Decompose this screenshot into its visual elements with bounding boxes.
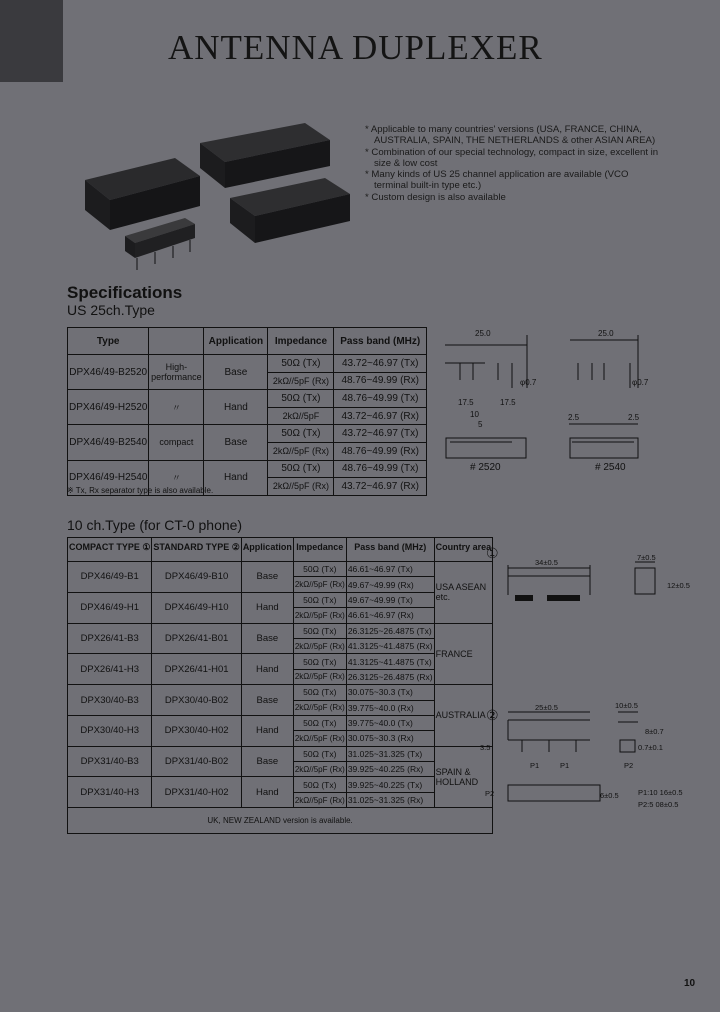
feature-cell: High-performance	[149, 355, 204, 390]
impedance-cell: 50Ω (Tx)	[293, 746, 346, 761]
table-row	[68, 746, 493, 761]
passband-cell: 48.76~49.99 (Rx)	[334, 442, 427, 460]
col-header: STANDARD TYPE ②	[152, 538, 241, 562]
table-row	[68, 715, 493, 730]
passband-cell: 43.72~46.97 (Rx)	[334, 407, 427, 425]
drawing-caption: # 2520	[470, 462, 501, 473]
dim-label: 25±0.5	[535, 703, 558, 712]
dim-label: 7±0.5	[637, 553, 656, 562]
impedance-cell: 50Ω (Tx)	[268, 390, 334, 408]
feature-item: * Many kinds of US 25 channel application are available (VCO terminal built-in type etc.)	[365, 169, 629, 192]
standard-type-cell: DPX30/40-H02	[152, 715, 241, 746]
feature-cell: compact	[149, 425, 204, 460]
impedance-cell: 50Ω (Tx)	[268, 460, 334, 478]
country-cell: USA ASEAN etc.	[434, 562, 493, 624]
corner-tab	[0, 0, 63, 82]
passband-cell: 41.3125~41.4875 (Tx)	[346, 654, 434, 669]
us25-spec-table	[67, 327, 427, 496]
impedance-cell: 2kΩ//5pF (Rx)	[293, 792, 346, 807]
passband-cell: 48.76~49.99 (Tx)	[334, 460, 427, 478]
dim-label: 10±0.5	[615, 701, 638, 710]
passband-cell: 43.72~46.97 (Tx)	[334, 425, 427, 443]
table-row	[68, 355, 427, 373]
dim-label: 3.5	[480, 743, 491, 752]
dimension-drawing-10ch	[480, 540, 715, 810]
feature-item: * Applicable to many countries' versions (USA, FRANCE, CHINA, AUSTRALIA, SPAIN, THE NETHERLANDS & other ASIAN AREA)	[365, 124, 656, 147]
standard-type-cell: DPX30/40-B02	[152, 685, 241, 716]
application-cell: Hand	[204, 460, 268, 495]
passband-cell: 46.61~46.97 (Rx)	[346, 608, 434, 623]
application-cell: Hand	[241, 592, 293, 623]
col-header: COMPACT TYPE ①	[68, 538, 152, 562]
passband-cell: 41.3125~41.4875 (Rx)	[346, 638, 434, 653]
table-note: UK, NEW ZEALAND version is available.	[68, 808, 493, 834]
passband-cell: 30.075~30.3 (Tx)	[346, 685, 434, 700]
type-cell: DPX46/49-H2540	[68, 460, 149, 495]
impedance-cell: 50Ω (Tx)	[293, 623, 346, 638]
feature-cell: 〃	[149, 460, 204, 495]
dimension-drawing-2520-2540	[430, 320, 670, 480]
standard-type-cell: DPX46/49-B10	[152, 562, 241, 593]
dim-label: 25.0	[598, 329, 614, 338]
compact-type-cell: DPX26/41-H3	[68, 654, 152, 685]
dim-label: P2	[485, 789, 495, 798]
impedance-cell: 50Ω (Tx)	[293, 715, 346, 730]
dim-label: 17.5	[500, 398, 516, 407]
compact-type-cell: DPX30/40-H3	[68, 715, 152, 746]
col-header: Application	[241, 538, 293, 562]
dim-label: 12±0.5	[667, 581, 690, 590]
country-cell: SPAIN & HOLLAND	[434, 746, 493, 808]
impedance-cell: 50Ω (Tx)	[293, 562, 346, 577]
dim-label: P2	[624, 761, 634, 770]
country-cell: FRANCE	[434, 623, 493, 685]
application-cell: Base	[204, 355, 268, 390]
application-cell: Hand	[241, 654, 293, 685]
passband-cell: 46.61~46.97 (Tx)	[346, 562, 434, 577]
table-row	[68, 623, 493, 638]
application-cell: Base	[241, 562, 293, 593]
feature-item: * Custom design is also available	[365, 191, 506, 203]
subsection-heading: 10 ch.Type (for CT-0 phone)	[67, 517, 243, 533]
application-cell: Hand	[241, 715, 293, 746]
dim-label: φ0.7	[520, 378, 537, 387]
passband-cell: 49.67~49.99 (Tx)	[346, 592, 434, 607]
passband-cell: 48.76~49.99 (Rx)	[334, 372, 427, 390]
dim-label: 25.0	[475, 329, 491, 338]
passband-cell: 31.025~31.325 (Tx)	[346, 746, 434, 761]
passband-cell: 48.76~49.99 (Tx)	[334, 390, 427, 408]
ten-ch-spec-table	[67, 537, 493, 834]
product-photo	[75, 118, 360, 278]
type-cell: DPX46/49-B2540	[68, 425, 149, 460]
table-note: ※ Tx, Rx separator type is also available.	[67, 486, 214, 495]
dim-label: 6±0.5	[600, 791, 619, 800]
table-row	[68, 562, 493, 577]
passband-cell: 39.775~40.0 (Tx)	[346, 715, 434, 730]
impedance-cell: 2kΩ//5pF (Rx)	[268, 478, 334, 496]
drawing-caption: # 2540	[595, 462, 626, 473]
impedance-cell: 2kΩ//5pF (Rx)	[293, 577, 346, 592]
standard-type-cell: DPX46/49-H10	[152, 592, 241, 623]
impedance-cell: 50Ω (Tx)	[293, 654, 346, 669]
dim-label: P1	[530, 761, 540, 770]
drawing-marker: ②	[486, 707, 499, 723]
impedance-cell: 50Ω (Tx)	[268, 355, 334, 373]
passband-cell: 43.72~46.97 (Rx)	[334, 478, 427, 496]
application-cell: Base	[241, 685, 293, 716]
compact-type-cell: DPX46/49-B1	[68, 562, 152, 593]
feature-item: * Combination of our special technology, compact in size, excellent in size & low cost	[365, 146, 659, 169]
compact-type-cell: DPX46/49-H1	[68, 592, 152, 623]
section-heading: Specifications	[67, 283, 183, 302]
passband-cell: 30.075~30.3 (Rx)	[346, 731, 434, 746]
country-cell: AUSTRALIA	[434, 685, 493, 747]
application-cell: Hand	[204, 390, 268, 425]
compact-type-cell: DPX31/40-B3	[68, 746, 152, 777]
dim-label: 10	[470, 410, 479, 419]
passband-cell: 26.3125~26.4875 (Tx)	[346, 623, 434, 638]
col-header: Type	[68, 328, 149, 355]
impedance-cell: 50Ω (Tx)	[293, 777, 346, 792]
impedance-cell: 50Ω (Tx)	[268, 425, 334, 443]
table-row	[68, 777, 493, 792]
col-header: Pass band (MHz)	[334, 328, 427, 355]
impedance-cell: 2kΩ//5pF (Rx)	[293, 608, 346, 623]
feature-cell: 〃	[149, 390, 204, 425]
page-title: ANTENNA DUPLEXER	[168, 28, 543, 67]
impedance-cell: 2kΩ//5pF	[268, 407, 334, 425]
table-row	[68, 592, 493, 607]
standard-type-cell: DPX31/40-H02	[152, 777, 241, 808]
standard-type-cell: DPX26/41-B01	[152, 623, 241, 654]
dim-label: 17.5	[458, 398, 474, 407]
dim-label: 8±0.7	[645, 727, 664, 736]
subsection-heading: US 25ch.Type	[67, 302, 155, 318]
dim-label: φ0.7	[632, 378, 649, 387]
table-row	[68, 390, 427, 408]
application-cell: Base	[204, 425, 268, 460]
dim-label: P2:5 08±0.5	[638, 800, 679, 809]
table-row	[68, 685, 493, 700]
impedance-cell: 50Ω (Tx)	[293, 592, 346, 607]
dim-label: 0.7±0.1	[638, 743, 663, 752]
application-cell: Base	[241, 623, 293, 654]
passband-cell: 39.925~40.225 (Tx)	[346, 777, 434, 792]
impedance-cell: 2kΩ//5pF (Rx)	[293, 762, 346, 777]
standard-type-cell: DPX26/41-H01	[152, 654, 241, 685]
impedance-cell: 2kΩ//5pF (Rx)	[293, 669, 346, 684]
dim-label: 2.5	[568, 413, 580, 422]
feature-list	[365, 124, 665, 203]
impedance-cell: 2kΩ//5pF (Rx)	[268, 372, 334, 390]
passband-cell: 31.025~31.325 (Rx)	[346, 792, 434, 807]
compact-type-cell: DPX30/40-B3	[68, 685, 152, 716]
page-number: 10	[684, 978, 696, 989]
col-header: Country area	[434, 538, 493, 562]
type-cell: DPX46/49-H2520	[68, 390, 149, 425]
table-row	[68, 654, 493, 669]
table-footer-row	[68, 808, 493, 834]
col-header: Impedance	[293, 538, 346, 562]
dim-label: P1	[560, 761, 570, 770]
dim-label: 34±0.5	[535, 558, 558, 567]
table-row	[68, 425, 427, 443]
impedance-cell: 2kΩ//5pF (Rx)	[293, 700, 346, 715]
application-cell: Base	[241, 746, 293, 777]
impedance-cell: 50Ω (Tx)	[293, 685, 346, 700]
impedance-cell: 2kΩ//5pF (Rx)	[293, 731, 346, 746]
passband-cell: 39.775~40.0 (Rx)	[346, 700, 434, 715]
dim-label: P1:10 16±0.5	[638, 788, 683, 797]
passband-cell: 43.72~46.97 (Tx)	[334, 355, 427, 373]
application-cell: Hand	[241, 777, 293, 808]
compact-type-cell: DPX26/41-B3	[68, 623, 152, 654]
passband-cell: 49.67~49.99 (Rx)	[346, 577, 434, 592]
drawing-marker: ①	[486, 545, 499, 561]
dim-label: 2.5	[628, 413, 640, 422]
passband-cell: 26.3125~26.4875 (Rx)	[346, 669, 434, 684]
type-cell: DPX46/49-B2520	[68, 355, 149, 390]
compact-type-cell: DPX31/40-H3	[68, 777, 152, 808]
dim-label: 5	[478, 420, 483, 429]
col-header: Pass band (MHz)	[346, 538, 434, 562]
col-header	[149, 328, 204, 355]
impedance-cell: 2kΩ//5pF (Rx)	[268, 442, 334, 460]
standard-type-cell: DPX31/40-B02	[152, 746, 241, 777]
col-header: Impedance	[268, 328, 334, 355]
col-header: Application	[204, 328, 268, 355]
passband-cell: 39.925~40.225 (Rx)	[346, 762, 434, 777]
table-row	[68, 460, 427, 478]
impedance-cell: 2kΩ//5pF (Rx)	[293, 638, 346, 653]
